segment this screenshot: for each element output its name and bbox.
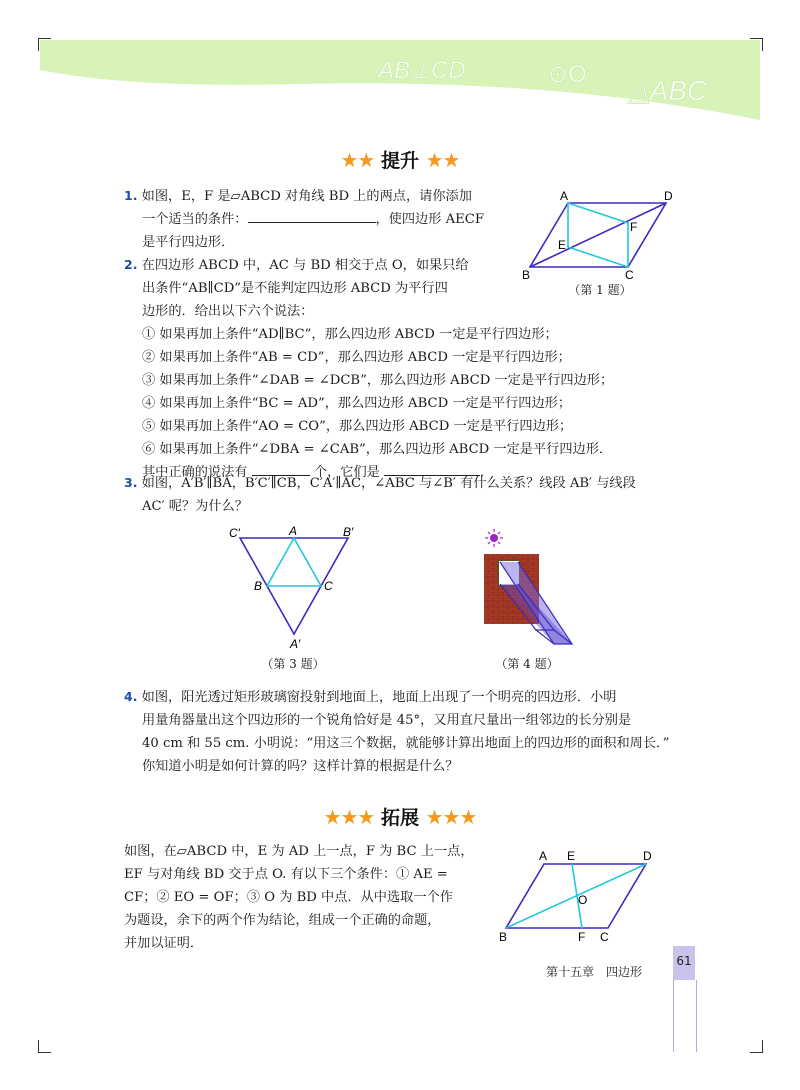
problem-text: 40 cm 和 55 cm. 小明说：“用这三个数据，就能够计算出地面上的四边形的面积和周长．”	[142, 736, 670, 751]
section-title: 拓展	[380, 807, 419, 829]
problem-text: 是平行四边形．	[142, 235, 235, 250]
problem-text: 如图，在▱ABCD 中，E 为 AD 上一点，F 为 BC 上一点，	[124, 844, 474, 859]
problem-1	[124, 184, 484, 254]
vertex-label-A: A	[539, 849, 548, 863]
statement-item: ⑤ 如果再加上条件“AO = CO”，那么四边形 ABCD 一定是平行四边形；	[142, 419, 573, 434]
section-heading-improve	[0, 146, 800, 173]
problem-text: 如图，E，F 是▱ABCD 对角线 BD 上的两点，请你添加	[141, 189, 472, 204]
statement-item: ② 如果再加上条件“AB = CD”，那么四边形 ABCD 一定是平行四边形；	[142, 350, 571, 365]
page-number: 61	[673, 946, 695, 980]
chapter-footer: 第十五章 四边形	[546, 965, 643, 979]
vertex-label-B: B	[522, 268, 531, 282]
problem-text: ．	[480, 465, 494, 480]
figure-1-caption: （第 1 题）	[568, 283, 632, 297]
figure-1-parallelogram	[516, 186, 686, 282]
problem-number: 4.	[124, 689, 138, 704]
answer-blank	[248, 208, 376, 223]
vertex-label-C: C	[600, 930, 609, 944]
figure-3-triangles	[226, 524, 366, 654]
problem-text: 如图，A′B′∥BA，B′C′∥CB，C′A′∥AC，∠ABC 与∠B′ 有什么关系？线段 AB′ 与线段	[141, 476, 636, 491]
vertex-label-O: O	[578, 893, 588, 907]
vertex-label-C: C	[324, 579, 333, 593]
star-icons-left: ★★★	[323, 805, 375, 829]
vertex-label-C: C	[625, 268, 634, 282]
crop-mark-bottom-right	[750, 1040, 763, 1053]
vertex-label-C-prime: C′	[229, 526, 240, 540]
star-icons-right: ★★	[425, 148, 460, 172]
vertex-label-F: F	[578, 930, 586, 944]
vertex-label-B-prime: B′	[343, 525, 354, 539]
problem-text: CF；② EO = OF；③ O 为 BD 中点．从中选取一个作	[124, 890, 453, 905]
vertex-label-B: B	[499, 930, 508, 944]
problem-text: 并加以证明．	[124, 936, 204, 951]
statement-item: ④ 如果再加上条件“BC = AD”，那么四边形 ABCD 一定是平行四边形；	[142, 396, 572, 411]
sun-icon	[485, 529, 503, 547]
statement-item: ① 如果再加上条件“AD∥BC”，那么四边形 ABCD 一定是平行四边形；	[142, 327, 558, 342]
problem-number: 3.	[124, 475, 138, 490]
vertex-label-B: B	[254, 579, 263, 593]
problem-text: 边形的．给出以下六个说法：	[142, 304, 314, 319]
vertex-label-A: A	[289, 524, 298, 538]
problem-2	[124, 253, 613, 484]
banner-deco-2: ⊙O	[548, 61, 587, 88]
figure-5-parallelogram	[496, 846, 666, 946]
page-tab-bar	[673, 980, 697, 1052]
crop-mark-bottom-left	[38, 1040, 51, 1053]
problem-number: 2.	[124, 257, 138, 272]
vertex-label-E: E	[567, 849, 576, 863]
star-icons-right: ★★★	[425, 805, 477, 829]
vertex-label-A: A	[560, 189, 569, 203]
vertex-label-A-prime: A′	[290, 637, 301, 651]
problem-text: 出条件“AB∥CD”是不能判定四边形 ABCD 为平行四	[142, 281, 448, 296]
problem-3	[124, 471, 636, 518]
problem-5	[124, 840, 474, 955]
problem-text: 你知道小明是如何计算的吗？这样计算的根据是什么？	[142, 759, 459, 774]
problem-4	[124, 685, 669, 778]
section-heading-extend	[0, 803, 800, 830]
statement-item: ③ 如果再加上条件“∠DAB = ∠DCB”，那么四边形 ABCD 一定是平行四边形；	[142, 373, 614, 388]
figure-3-caption: （第 3 题）	[261, 657, 325, 671]
problem-text: 如图，阳光透过矩形玻璃窗投射到地面上，地面上出现了一个明亮的四边形．小明	[141, 690, 617, 705]
problem-text: 一个适当的条件：	[142, 212, 248, 227]
problem-text: 在四边形 ABCD 中，AC 与 BD 相交于点 O，如果只给	[141, 258, 469, 273]
problem-text: 为题设，余下的两个作为结论，组成一个正确的命题，	[124, 913, 441, 928]
problem-text: AC′ 呢？为什么？	[142, 499, 248, 514]
banner-deco-3: △ABC	[628, 75, 708, 106]
problem-text: ，使四边形 AECF	[375, 212, 485, 227]
figure-4-window-sunlight	[478, 526, 588, 650]
vertex-label-D: D	[643, 849, 652, 863]
vertex-label-D: D	[664, 189, 673, 203]
vertex-label-F: F	[630, 220, 638, 234]
problem-text: EF 与对角线 BD 交于点 O. 有以下三个条件：① AE =	[124, 867, 448, 882]
problem-text: 个，它们是	[313, 465, 380, 480]
statement-item: ⑥ 如果再加上条件“∠DBA = ∠CAB”，那么四边形 ABCD 一定是平行四边形．	[142, 442, 613, 457]
problem-text: 其中正确的说法有	[142, 465, 248, 480]
header-banner	[0, 0, 800, 160]
figure-4-caption: （第 4 题）	[495, 657, 559, 671]
section-title: 提升	[380, 150, 419, 172]
problem-number: 1.	[124, 188, 138, 203]
vertex-label-E: E	[558, 238, 567, 252]
problem-text: 用量角器量出这个四边形的一个锐角恰好是 45°，又用直尺量出一组邻边的长分别是	[142, 713, 632, 728]
star-icons-left: ★★	[340, 148, 375, 172]
banner-deco-1: AB⊥CD	[378, 57, 466, 84]
